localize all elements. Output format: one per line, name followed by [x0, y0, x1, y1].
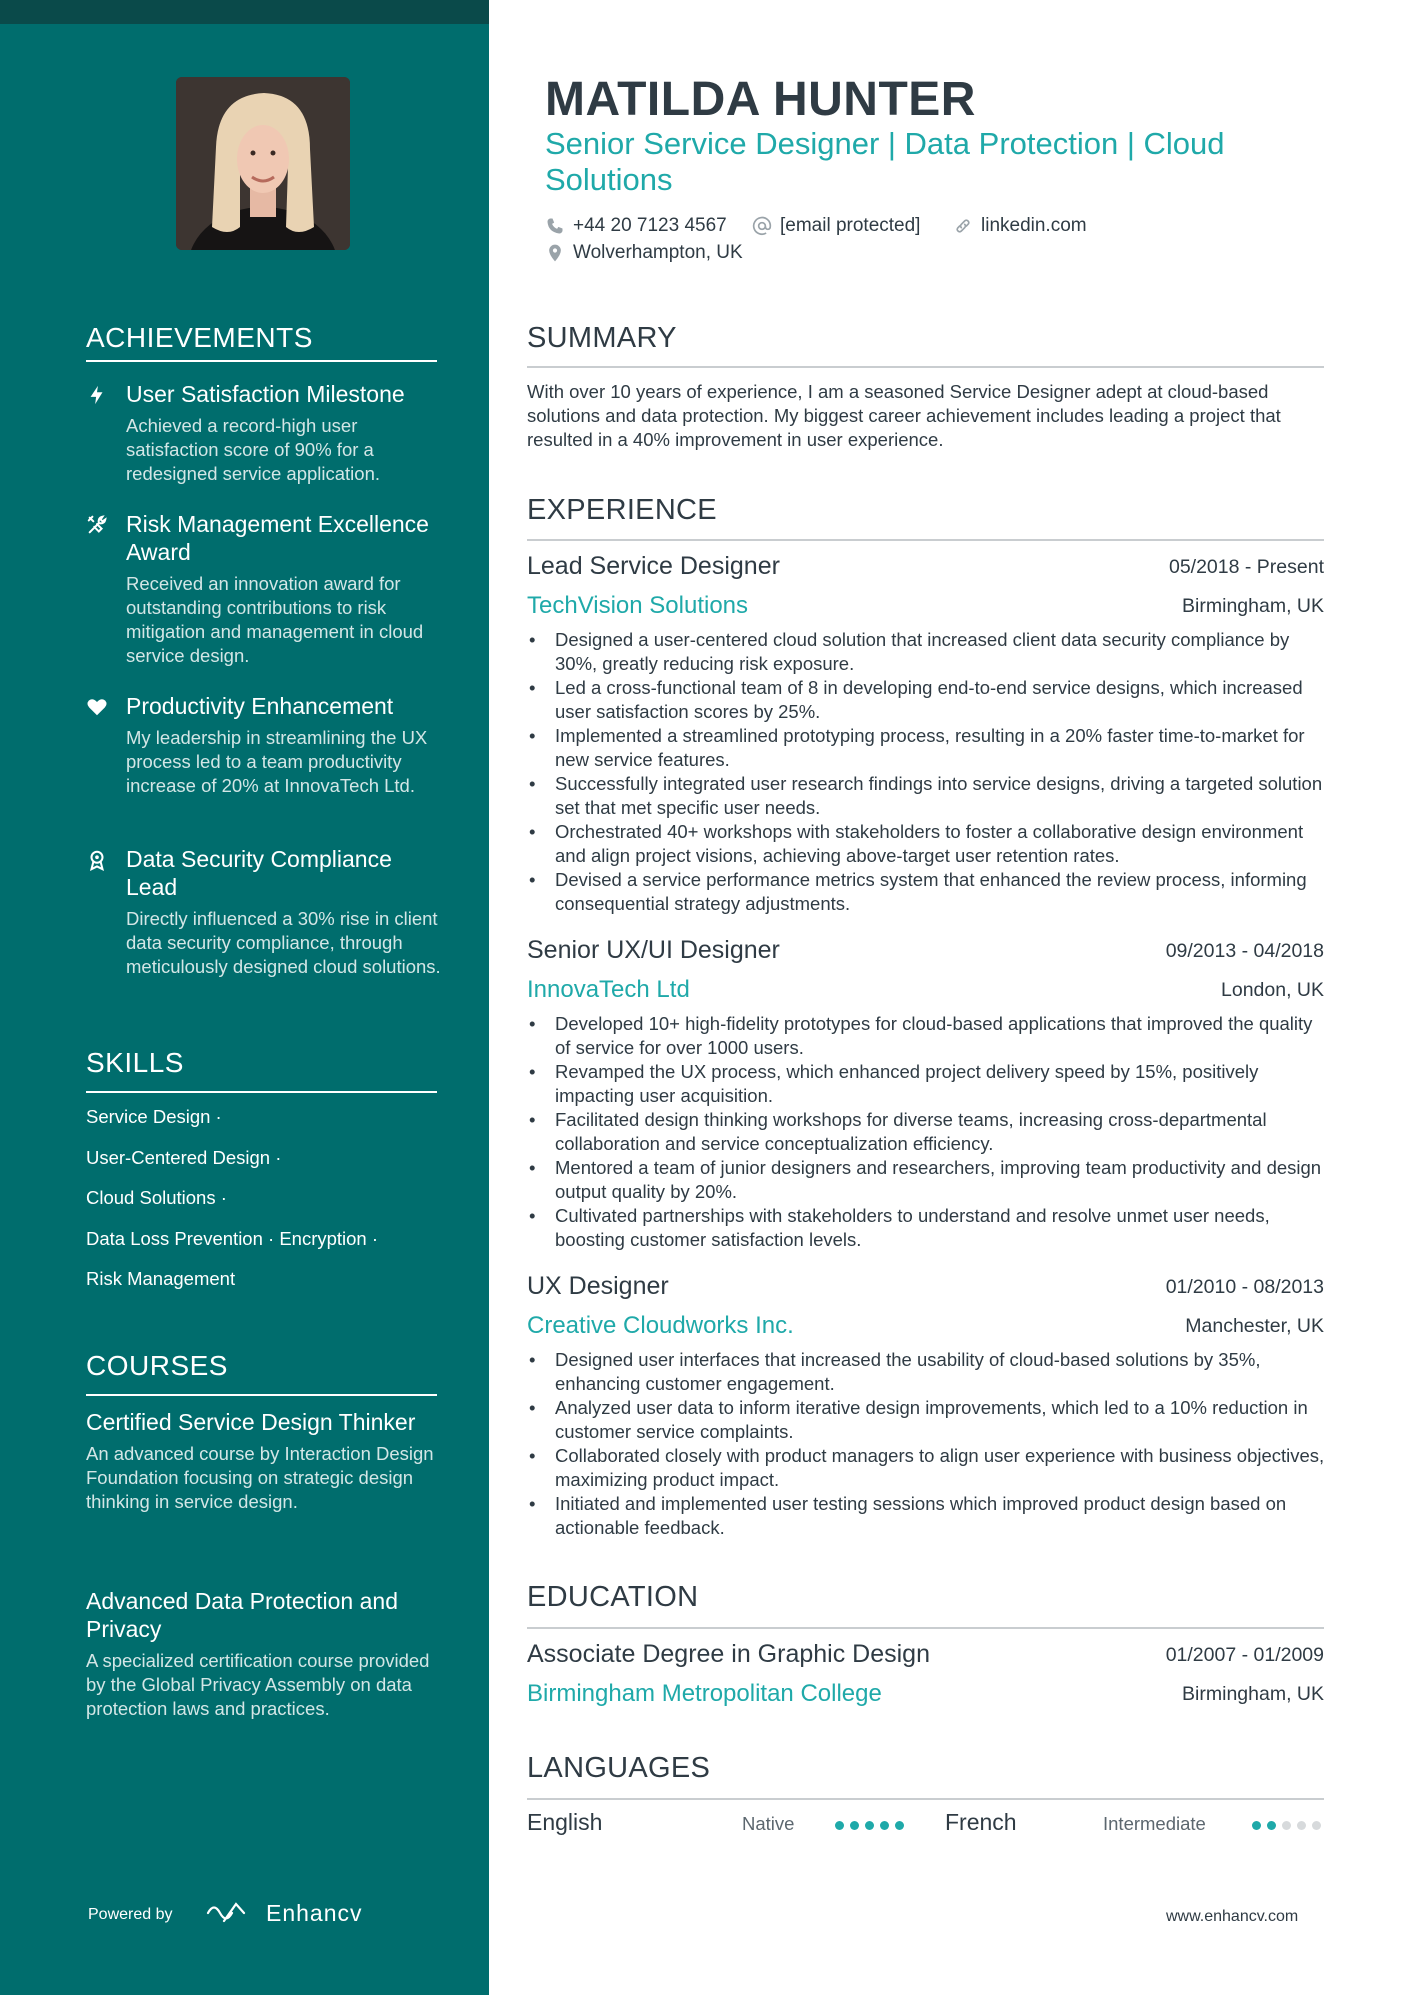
- skill-tag: Cloud Solutions ·: [86, 1187, 227, 1208]
- achievement-item: [86, 692, 446, 798]
- contact-location: [545, 242, 743, 264]
- languages-title: LANGUAGES: [527, 1752, 711, 1784]
- job-dates: 09/2013 - 04/2018: [1165, 940, 1324, 962]
- achievement-item: [86, 380, 446, 486]
- rating-dot: [865, 1821, 874, 1830]
- job-company: InnovaTech Ltd: [527, 976, 690, 1003]
- powered-by-label: Powered by: [88, 1906, 173, 1923]
- job-role: Senior UX/UI Designer: [527, 936, 780, 964]
- skill-tag: User-Centered Design ·: [86, 1147, 282, 1168]
- lightning-icon: [86, 384, 108, 406]
- achievement-title: Productivity Enhancement: [126, 693, 394, 719]
- language-rating: [1252, 1821, 1321, 1830]
- achievement-title: Risk Management Excellence Award: [126, 511, 429, 565]
- languages-rule: [527, 1798, 1324, 1800]
- job-bullet: • Initiated and implemented user testing sessions which improved product design based on actionable feedback.: [527, 1492, 1327, 1540]
- sidebar: [0, 0, 489, 1995]
- job-bullet: • Mentored a team of junior designers and researchers, improving team productivity and design output quality by 20%.: [527, 1156, 1327, 1204]
- link-icon: [953, 216, 973, 236]
- location-text: Wolverhampton, UK: [573, 242, 743, 263]
- education-school: Birmingham Metropolitan College: [527, 1680, 882, 1707]
- rating-dot: [835, 1821, 844, 1830]
- language-level: Native: [742, 1813, 795, 1834]
- heart-icon: [86, 696, 108, 718]
- job-role: UX Designer: [527, 1272, 669, 1300]
- rating-dot: [895, 1821, 904, 1830]
- candidate-name: MATILDA HUNTER: [545, 73, 976, 126]
- summary-text: With over 10 years of experience, I am a seasoned Service Designer adept at cloud-based solutions and data protection. My biggest career achievement includes leading a project that resulted in a 40% improvement in user experience.: [527, 381, 1281, 450]
- course-title: Certified Service Design Thinker: [86, 1409, 416, 1435]
- courses-title: COURSES: [86, 1350, 228, 1381]
- skill-tag: Data Loss Prevention · Encryption ·: [86, 1228, 379, 1249]
- language-name: English: [527, 1809, 603, 1835]
- sidebar-top-bar: [0, 0, 489, 24]
- course-desc: An advanced course by Interaction Design Foundation focusing on strategic design thinking in service design.: [86, 1443, 434, 1512]
- course-title: Advanced Data Protection and Privacy: [86, 1588, 398, 1642]
- course-desc: A specialized certification course provided by the Global Privacy Assembly on data protection laws and practices.: [86, 1650, 430, 1719]
- skill-tag: Risk Management: [86, 1268, 236, 1289]
- job-bullet: • Devised a service performance metrics system that enhanced the review process, informing consequential strategy adjustments.: [527, 868, 1327, 916]
- skills-title: SKILLS: [86, 1047, 184, 1078]
- rating-dot: [1267, 1821, 1276, 1830]
- job-bullet: • Facilitated design thinking workshops for diverse teams, increasing cross-departmental collaboration and service conceptualization efficiency.: [527, 1108, 1327, 1156]
- job-bullet: • Successfully integrated user research findings into service designs, driving a targeted solution set that met specific user needs.: [527, 772, 1327, 820]
- enhancv-brand: Enhancv: [266, 1900, 363, 1926]
- summary-rule: [527, 366, 1324, 368]
- achievement-desc: My leadership in streamlining the UX process led to a team productivity increase of 20% at InnovaTech Ltd.: [126, 727, 428, 796]
- achievement-item: [86, 510, 446, 668]
- course-item: [86, 1587, 446, 1721]
- rating-dot: [850, 1821, 859, 1830]
- achievement-desc: Received an innovation award for outstanding contributions to risk mitigation and management in cloud service design.: [126, 573, 424, 666]
- education-rule: [527, 1627, 1324, 1629]
- job-bullet: • Analyzed user data to inform iterative design improvements, which led to a 10% reduction in customer service complaints.: [527, 1396, 1327, 1444]
- courses-rule: [86, 1394, 437, 1396]
- experience-rule: [527, 539, 1324, 541]
- achievement-desc: Directly influenced a 30% rise in client data security compliance, through meticulously designed cloud solutions.: [126, 908, 441, 977]
- language-name: French: [945, 1809, 1017, 1835]
- course-item: [86, 1408, 446, 1514]
- achievement-title: Data Security Compliance Lead: [126, 846, 392, 900]
- job-bullet: • Led a cross-functional team of 8 in developing end-to-end service designs, which increased user satisfaction scores by 25%.: [527, 676, 1327, 724]
- job-dates: 01/2010 - 08/2013: [1165, 1276, 1324, 1298]
- linkedin-text[interactable]: linkedin.com: [981, 215, 1087, 236]
- job-bullet: • Designed user interfaces that increased the usability of cloud-based solutions by 35%, enhancing customer engagement.: [527, 1348, 1327, 1396]
- job-bullets: [527, 1012, 1327, 1252]
- rating-dot: [1312, 1821, 1321, 1830]
- email-text[interactable]: [email protected]: [780, 215, 921, 236]
- phone-icon: [545, 216, 565, 236]
- experience-title: EXPERIENCE: [527, 494, 717, 526]
- job-dates: 05/2018 - Present: [1168, 556, 1324, 578]
- profile-photo: [176, 77, 350, 250]
- language-level: Intermediate: [1103, 1813, 1206, 1834]
- job-role: Lead Service Designer: [527, 552, 780, 580]
- education-degree: Associate Degree in Graphic Design: [527, 1640, 930, 1668]
- education-location: Birmingham, UK: [1182, 1683, 1324, 1705]
- job-bullet: • Developed 10+ high-fidelity prototypes for cloud-based applications that improved the quality of service for over 1000 users.: [527, 1012, 1327, 1060]
- job-company: TechVision Solutions: [527, 592, 749, 619]
- job-bullet: • Designed a user-centered cloud solution that increased client data security compliance by 30%, greatly reducing risk exposure.: [527, 628, 1327, 676]
- achievements-rule: [86, 360, 437, 362]
- rating-dot: [880, 1821, 889, 1830]
- job-location: Manchester, UK: [1185, 1315, 1324, 1337]
- job-company: Creative Cloudworks Inc.: [527, 1312, 794, 1339]
- contact-email[interactable]: [752, 215, 920, 237]
- enhancv-logo-icon: [206, 1900, 246, 1926]
- achievement-item: [86, 845, 446, 979]
- footer-url[interactable]: www.enhancv.com: [1166, 1908, 1299, 1925]
- job-bullets: [527, 1348, 1327, 1540]
- contact-linkedin[interactable]: [953, 215, 1087, 237]
- job-bullet: • Implemented a streamlined prototyping process, resulting in a 20% faster time-to-market for new service features.: [527, 724, 1327, 772]
- job-bullet: • Revamped the UX process, which enhanced project delivery speed by 15%, positively impacting user acquisition.: [527, 1060, 1327, 1108]
- job-bullets: [527, 628, 1327, 916]
- summary-title: SUMMARY: [527, 322, 677, 354]
- job-location: London, UK: [1221, 979, 1324, 1001]
- achievement-title: User Satisfaction Milestone: [126, 381, 405, 407]
- rating-dot: [1252, 1821, 1261, 1830]
- job-bullet: • Cultivated partnerships with stakeholders to understand and resolve unmet user needs, boosting customer satisfaction levels.: [527, 1204, 1327, 1252]
- achievements-title: ACHIEVEMENTS: [86, 322, 313, 353]
- job-bullet: • Collaborated closely with product managers to align user experience with business objectives, maximizing product impact.: [527, 1444, 1327, 1492]
- job-bullet: • Orchestrated 40+ workshops with stakeholders to foster a collaborative design environment and align project visions, achieving above-target user retention rates.: [527, 820, 1327, 868]
- tools-icon: [86, 514, 108, 536]
- rating-dot: [1282, 1821, 1291, 1830]
- skills-rule: [86, 1091, 437, 1093]
- at-icon: [752, 216, 772, 236]
- education-title: EDUCATION: [527, 1581, 699, 1613]
- contact-phone: [545, 215, 727, 237]
- phone-text: +44 20 7123 4567: [573, 215, 727, 236]
- skill-tag: Service Design ·: [86, 1106, 222, 1127]
- job-location: Birmingham, UK: [1182, 595, 1324, 617]
- rating-dot: [1297, 1821, 1306, 1830]
- education-dates: 01/2007 - 01/2009: [1165, 1644, 1324, 1666]
- location-pin-icon: [545, 243, 565, 263]
- achievement-desc: Achieved a record-high user satisfaction score of 90% for a redesigned service application.: [126, 415, 381, 484]
- candidate-headline: Senior Service Designer | Data Protection | Cloud Solutions: [545, 126, 1225, 197]
- award-icon: [86, 849, 108, 871]
- language-rating: [835, 1821, 904, 1830]
